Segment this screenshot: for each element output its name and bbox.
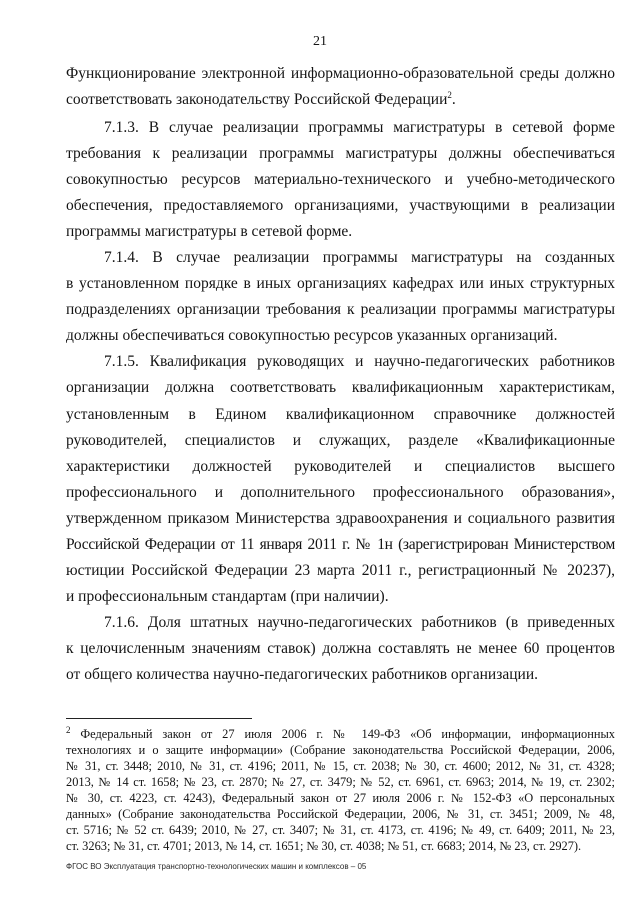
- body-line-04: требования к реализации программы магистратуры должны обеспечиваться: [66, 145, 615, 162]
- body-line-20: юстиции Российской Федерации 23 марта 2011 г., регистрационный № 20237),: [66, 562, 615, 579]
- footnote-line-04: 2013, № 14 ст. 1658; № 23, ст. 2870; № 27, ст. 3479; № 52, ст. 6961, ст. 6963; 2014, № 19, ст. 2302;: [66, 775, 615, 789]
- footnote-line-01: $^2$ Федеральный закон от 27 июля 2006 г. № 149-ФЗ «Об информации, информационных: [66, 724, 615, 741]
- body-line-23: к целочисленным значениям ставок) должна составлять не менее 60 процентов: [66, 640, 615, 657]
- footnote-line-05: № 30, ст. 4223, ст. 4243), Федеральный закон от 27 июля 2006 г. № 152-ФЗ «О персональных: [66, 791, 615, 805]
- body-line-17: профессионального и дополнительного профессионального образования»,: [66, 484, 615, 501]
- body-line-03: 7.1.3. В случае реализации программы магистратуры в сетевой форме: [104, 119, 615, 136]
- body-line-24: от общего количества научно-педагогических работников организации.: [66, 666, 538, 683]
- body-line-09: в установленном порядке в иных организациях кафедрах или иных структурных: [66, 275, 615, 292]
- page-number: 21: [313, 34, 327, 49]
- body-line-05: совокупностью ресурсов материально-технического и учебно-методического: [66, 171, 615, 188]
- body-line-07: программы магистратуры в сетевой форме.: [66, 223, 353, 240]
- footnote-line-03: № 31, ст. 3448; 2010, № 31, ст. 4196; 2011, № 15, ст. 2038; № 30, ст. 4600; 2012, № 31, ст. 4328;: [66, 759, 615, 773]
- body-line-16: характеристики должностей руководителей и специалистов высшего: [66, 458, 615, 475]
- body-line-01: Функционирование электронной информационно-образовательной среды должно: [66, 65, 615, 82]
- body-line-21: и профессиональным стандартам (при наличии).: [66, 588, 389, 605]
- footnote-line-07: ст. 5716; № 52 ст. 6439; 2010, № 27, ст. 3407; № 31, ст. 4173, ст. 4196; № 49, ст. 6409; 2011, № 23,: [66, 823, 615, 837]
- body-line-18: утвержденном приказом Министерства здравоохранения и социального развития: [66, 510, 615, 527]
- body-line-13: организации должна соответствовать квалификационным характеристикам,: [66, 379, 615, 396]
- footnote-marker: 2: [66, 724, 71, 735]
- footnote-line-02: технологиях и о защите информации» (Собрание законодательства Российской Федерации, 2006,: [66, 743, 615, 757]
- body-line-02: соответствовать законодательству Российской Федерации$^2$.: [66, 89, 456, 108]
- body-line-19: Российской Федерации от 11 января 2011 г. № 1н (зарегистрирован Министерством: [66, 536, 615, 553]
- footnote-separator: [66, 718, 252, 719]
- body-line-08: 7.1.4. В случае реализации программы магистратуры на созданных: [104, 249, 615, 266]
- footnote-line-06: данных» (Собрание законодательства Российской Федерации, 2006, № 31, ст. 3451; 2009, № 48,: [66, 807, 615, 821]
- footnote-line-08: ст. 3263; № 31, ст. 4701; 2013, № 14, ст. 1651; № 30, ст. 4038; № 51, ст. 6683; 2014, № 23, ст. 2927).: [66, 839, 582, 853]
- body-line-15: руководителей, специалистов и служащих, разделе «Квалификационные: [66, 432, 615, 449]
- body-line-06: обеспечения, предоставляемого организациями, участвующими в реализации: [66, 197, 615, 214]
- body-line-11: должны обеспечиваться совокупностью ресурсов указанных организаций.: [66, 327, 558, 344]
- body-line-22: 7.1.6. Доля штатных научно-педагогических работников (в приведенных: [104, 614, 615, 631]
- body-line-12: 7.1.5. Квалификация руководящих и научно-педагогических работников: [104, 353, 615, 370]
- body-line-10: подразделениях организации требования к реализации программы магистратуры: [66, 301, 615, 318]
- body-line-14: установленным в Едином квалификационном справочнике должностей: [66, 406, 615, 423]
- document-footer: ФГОС ВО Эксплуатация транспортно-технологических машин и комплексов – 05: [66, 862, 367, 871]
- footnote-reference[interactable]: 2: [447, 89, 452, 100]
